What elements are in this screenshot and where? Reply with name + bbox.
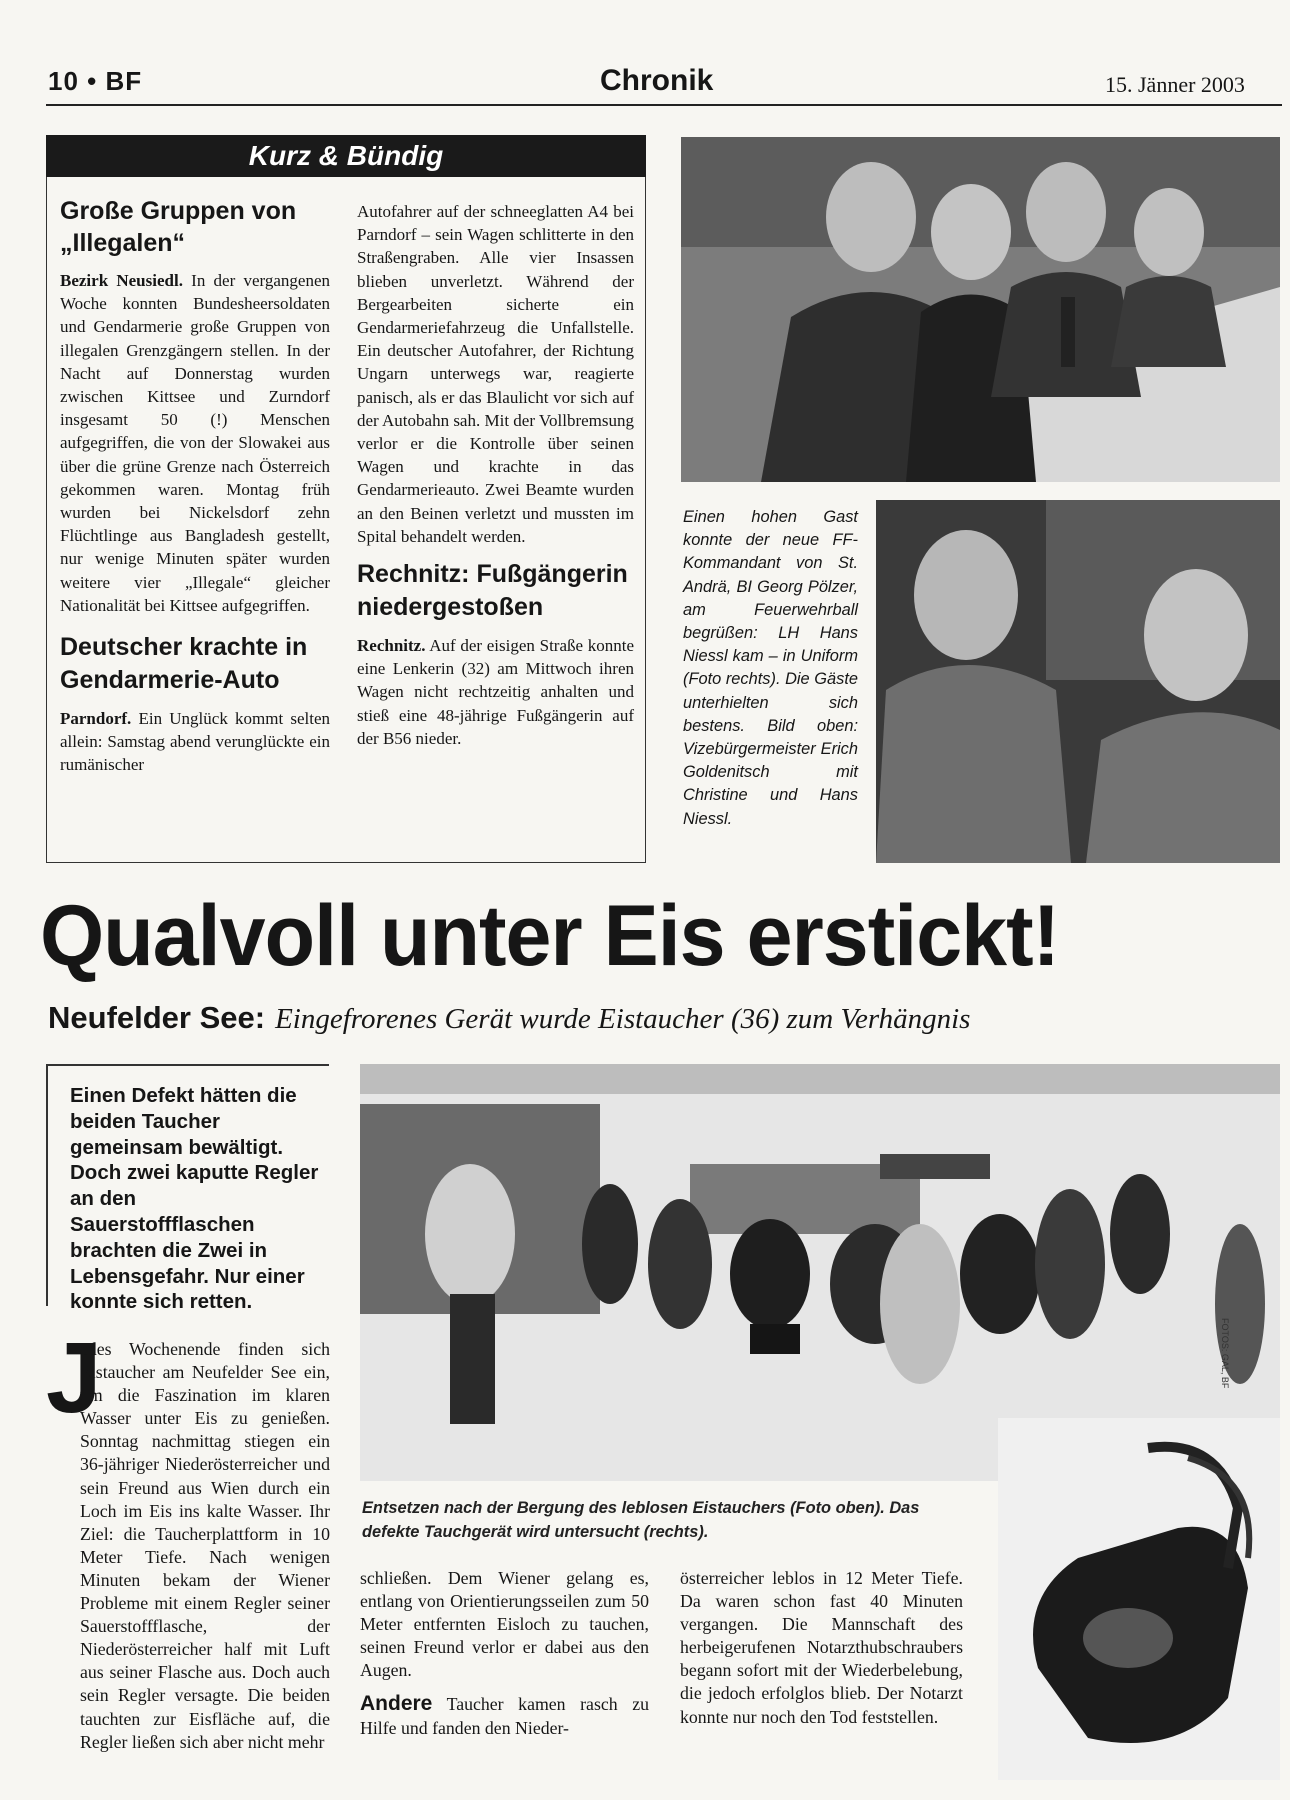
photo-ball-guests <box>681 137 1280 482</box>
lead-rule-top <box>46 1064 329 1066</box>
article-body-continued: Autofahrer auf der schneeglatten A4 bei Parndorf – sein Wagen schlitterte in den Straßengraben. Alle vier Insassen blieben unverletzt. Während der Bergearbeiten sicherte ein Gendarmeriefahrzeug die Unfallstelle. Ein deutscher Autofahrer, der Richtung Ungarn unterwegs war, reagierte panisch, als er das Blaulicht vor sich auf der Autobahn sah. Mit der Vollbremsung verlor er die Kontrolle über seinen Wagen und krachte in das Gendarmerieauto. Zwei Beamte wurden an den Beinen verletzt und mussten im Spital behandelt werden. <box>357 202 635 546</box>
page-label: 10 • BF <box>48 66 143 96</box>
photo-diving-gear <box>998 1418 1280 1780</box>
sub-text: Eingefrorenes Gerät wurde Eistaucher (36) zum Verhängnis <box>275 1003 971 1035</box>
photo-credit: FOTOS: GAL, BF <box>1220 1318 1230 1389</box>
body-col-2-text-b: Andere Taucher kamen rasch zu Hilfe und fanden den Nieder- <box>360 1692 650 1738</box>
photo-caption-rescue: Entsetzen nach der Bergung des leblosen Eistauchers (Foto oben). Das defekte Tauchgerät wird untersucht (rechts). <box>362 1499 920 1541</box>
body-col-2-text: schließen. Dem Wiener gelang es, entlang von Orientierungsseilen zum 50 Meter entfernten Eisloch zu tauchen, seinen Freund verlor er dabei aus den Augen. <box>360 1568 649 1681</box>
article-body: Rechnitz. Auf der eisigen Straße konnte eine Lenkerin (32) am Mittwoch ihren Wagen nicht rechtzeitig anhalten und stieß eine 48-jährige Fußgängerin auf der B56 nieder. <box>357 636 635 748</box>
brief-col-right <box>357 200 634 750</box>
lead-rule-left <box>46 1064 48 1306</box>
article-headline: Deutscher krachte in Gendarmerie-Auto <box>60 633 308 695</box>
header-rule <box>46 104 1282 106</box>
article-body: Bezirk Neusiedl. In der vergangenen Woche konnten Bundesheersoldaten und Gendarmerie große Gruppen von illegalen Grenzgängern stellen. In der Nacht auf Donnerstag wurden zwischen Kittsee und Zurndorf insgesamt 50 (!) Menschen aufgegriffen, die von der Slowakei aus über die grüne Grenze nach Österreich gekommen waren. Montag früh wurden bei Nickelsdorf zehn Flüchtlinge aus Bangladesh gestellt, nur wenige Minuten später wurden weitere vier „Illegale“ gleicher Nationalität bei Kittsee aufgegriffen. <box>60 271 330 615</box>
article-body: Parndorf. Ein Unglück kommt selten allein: Samstag abend verunglückte ein rumänischer <box>60 709 330 775</box>
photo-caption-ball: Einen hohen Gast konnte der neue FF-Kommandant von St. Andrä, BI Georg Pölzer, am Feuerwehrball begrüßen: LH Hans Niessl kam – in Uniform (Foto rechts). Die Gäste unterhielten sich bestens. Bild oben: Vizebürgermeister Erich Goldenitsch mit Christine und Hans Niessl. <box>683 508 858 828</box>
sub-place: Neufelder See: <box>48 1000 266 1035</box>
brief-col-left <box>60 195 330 777</box>
article-headline: Große Gruppen von „Illegalen“ <box>60 197 297 257</box>
photo-uniform <box>876 500 1280 863</box>
main-headline: Qualvoll unter Eis erstickt! <box>40 888 1060 984</box>
article-dateline: Parndorf. <box>60 709 132 729</box>
article-dateline: Bezirk Neusiedl. <box>60 271 183 290</box>
main-subheadline <box>48 1000 970 1036</box>
article-headline: Rechnitz: Fußgängerin niedergestoßen <box>357 560 628 622</box>
issue-date: 15. Jänner 2003 <box>1105 72 1245 97</box>
body-col-1: edes Wochenende finden sich Eistaucher am Neufelder See ein, um die Faszination im klaren Wasser unter Eis zu genießen. Sonntag nachmittag stiegen ein 36-jähriger Niederösterreicher und sein Freund aus Wien durch ein Loch im Eis ins kalte Wasser. Ihr Ziel: die Taucherplattform in 10 Meter Tiefe. Nach wenigen Minuten bekam der Wiener Probleme mit einem Regler seiner Sauerstoffflasche, der Niederösterreicher half mit Luft aus seiner Flasche aus. Doch auch sein Regler versagte. Die beiden tauchten zur Eisfläche auf, die Regler ließen sich aber nicht mehr <box>80 1339 330 1752</box>
dropcap: J <box>46 1322 102 1434</box>
runin-word: Andere <box>360 1692 433 1716</box>
lead-text: Einen Defekt hätten die beiden Taucher gemeinsam bewältigt. Doch zwei kaputte Regler an den Sauerstoffflaschen brachten die Zwei in Lebensgefahr. Nur einer konnte sich retten. <box>70 1084 319 1314</box>
section-title: Chronik <box>600 64 714 97</box>
article-dateline: Rechnitz. <box>357 636 426 656</box>
body-col-3: österreicher leblos in 12 Meter Tiefe. Da waren schon fast 40 Minuten vergangen. Die Mannschaft des herbeigerufenen Notarzthubschraubers begann sofort mit der Wiederbelebung, die jedoch erfolglos blieb. Der Notarzt konnte nur noch den Tod feststellen. <box>680 1568 963 1727</box>
body-col-2 <box>360 1567 649 1740</box>
brief-box-title: Kurz & Bündig <box>46 135 646 177</box>
